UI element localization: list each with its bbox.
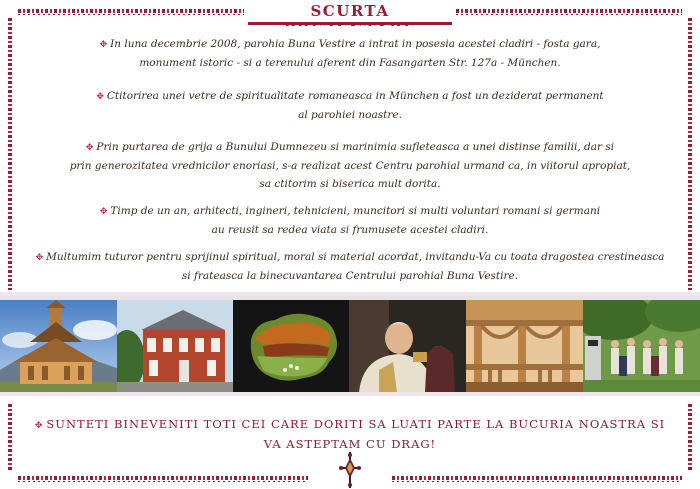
right-border-bottom xyxy=(688,404,692,472)
photo-strip-top-band xyxy=(0,292,700,296)
paragraph-5 xyxy=(20,248,680,285)
welcome-line: VA ASTEPTAM CU DRAG! xyxy=(263,437,437,451)
bottom-border-right xyxy=(392,476,682,480)
paragraph-line: monument istoric - si a terenului aferent din Fasangarten Str. 127a - München. xyxy=(139,57,561,69)
cross-bullet-icon: ✥ xyxy=(35,253,44,263)
welcome-line: ✥ SUNTETI BINEVENITI TOTI CEI CARE DORITI SA LUATI PARTE LA BUCURIA NOASTRA SI xyxy=(34,417,666,431)
people-gathering-outdoors-photo xyxy=(583,300,700,392)
paragraph-3 xyxy=(20,138,680,193)
paragraph-line: ✥ Timp de un an, arhitecti, ingineri, tehnicieni, muncitori si multi voluntari romani si germani xyxy=(99,205,601,217)
paragraph-line: ✥ In luna decembrie 2008, parohia Buna Vestire a intrat in posesia acestei cladiri - fosta gara, xyxy=(99,38,601,50)
left-border xyxy=(8,18,12,290)
cross-ornament-icon xyxy=(339,452,361,488)
left-border-bottom xyxy=(8,404,12,472)
paragraph-line: sa ctitorim si biserica mult dorita. xyxy=(259,178,441,190)
romania-map-landscape-photo xyxy=(233,300,349,392)
paragraph-line: ✥ Multumim tuturor pentru sprijinul spiritual, moral si material acordat, invitandu-Va cu toata dragostea crestineasca xyxy=(35,251,665,263)
cross-bullet-icon: ✥ xyxy=(96,92,104,102)
photo-strip-bottom-band xyxy=(0,392,700,396)
paragraph-2 xyxy=(20,87,680,124)
top-border-right xyxy=(456,9,682,13)
wooden-church-photo xyxy=(0,300,117,392)
paragraph-line: al parohiei noastre. xyxy=(298,109,402,121)
top-border-left xyxy=(18,9,244,13)
page-title: SCURTA xyxy=(310,2,390,20)
right-border xyxy=(688,18,692,290)
cross-bullet-icon: ✥ xyxy=(99,40,108,50)
cross-bullet-icon: ✥ xyxy=(99,207,108,217)
paragraph-line: ✥ Ctitorirea unei vetre de spiritualitate romaneasca in München a fost un deziderat permanent xyxy=(96,90,604,102)
paragraph-line: ✥ Prin purtarea de grija a Bunului Dumnezeu si marinimia sufleteasca a unei distinse familii, dar si xyxy=(85,141,615,153)
presentation-text xyxy=(20,26,680,288)
cross-bullet-icon: ✥ xyxy=(34,421,44,431)
red-brick-station-building-photo xyxy=(117,300,233,392)
paragraph-1 xyxy=(20,35,680,72)
paragraph-4 xyxy=(20,202,680,239)
bottom-border-left xyxy=(18,476,308,480)
welcome-message xyxy=(20,415,680,453)
wooden-porch-photo xyxy=(466,300,583,392)
paragraph-line: si frateasca la binecuvantarea Centrului parohial Buna Vestire. xyxy=(181,270,519,282)
priest-communion-photo xyxy=(349,300,466,392)
paragraph-line: au reusit sa redea viata si frumusete acestei cladiri. xyxy=(211,224,489,236)
paragraph-line: prin generozitatea vrednicilor enoriasi, s-a realizat acest Centru parohial urmand ca, in viitorul apropiat, xyxy=(69,160,631,172)
cross-bullet-icon: ✥ xyxy=(85,143,94,153)
section-header xyxy=(248,0,452,25)
